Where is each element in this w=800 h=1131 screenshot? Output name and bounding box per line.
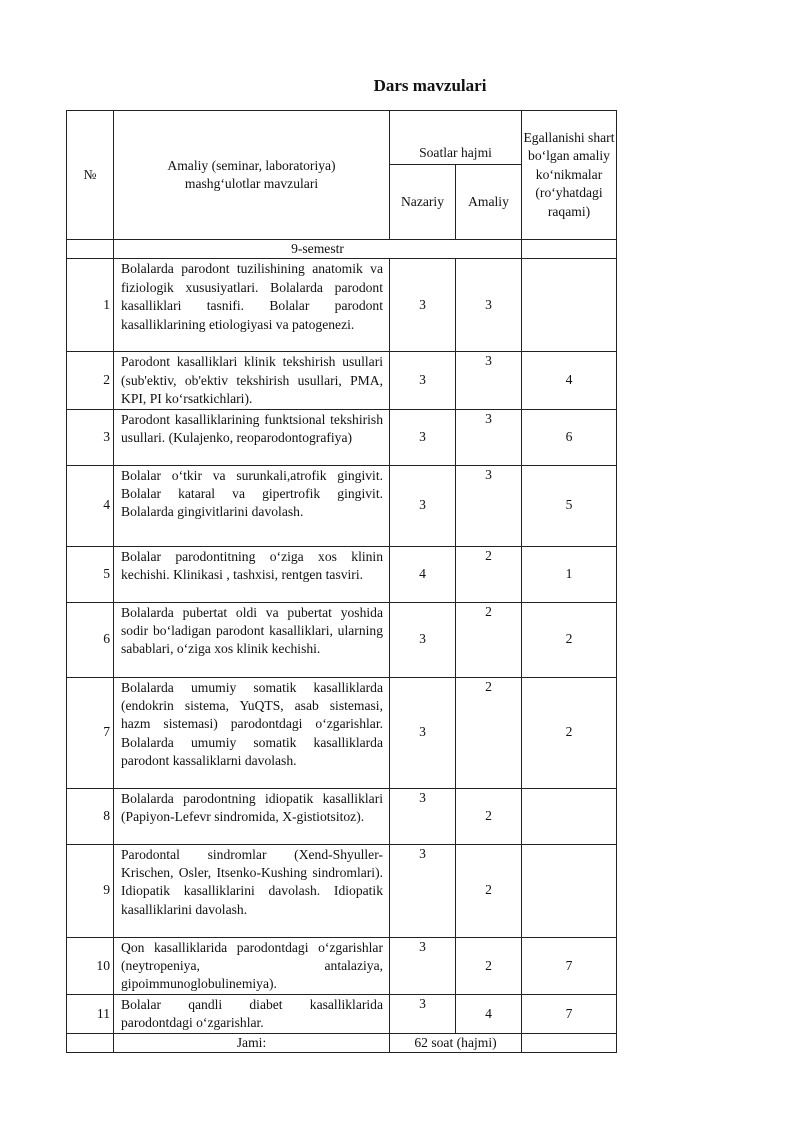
row-topic: Parodont kasalliklari klinik tekshirish usullari (sub'ektiv, ob'ektiv tekshirish usullari, PMA, KPI, PI ko‘rsatkichlari). <box>114 352 390 409</box>
header-hours: Soatlar hajmi <box>390 111 522 165</box>
header-topic: Amaliy (seminar, laboratoriya) mashg‘ulotlar mavzulari <box>114 111 390 240</box>
row-skill-number: 7 <box>522 937 617 994</box>
row-number: 1 <box>67 259 114 352</box>
row-topic: Bolalar qandli diabet kasalliklarida parodontdagi o‘zgarishlar. <box>114 994 390 1033</box>
table-row <box>67 352 617 409</box>
row-amaliy-hours: 2 <box>456 602 522 677</box>
table-row <box>67 844 617 937</box>
row-number: 7 <box>67 677 114 788</box>
row-number: 3 <box>67 409 114 465</box>
row-amaliy-hours: 2 <box>456 788 522 844</box>
row-topic: Bolalarda pubertat oldi va pubertat yoshida sodir bo‘ladigan parodont kasalliklari, ularning sabablari, o‘ziga xos klinik kechishi. <box>114 602 390 677</box>
row-skill-number: 7 <box>522 994 617 1033</box>
row-topic: Bolalarda parodontning idiopatik kasalliklari (Papiyon-Lefevr sindromida, X-gistiotsitoz). <box>114 788 390 844</box>
semester-label: 9-semestr <box>114 240 522 259</box>
lessons-table <box>66 110 617 1053</box>
row-amaliy-hours: 2 <box>456 546 522 602</box>
row-nazariy-hours: 3 <box>390 937 456 994</box>
header-amaliy: Amaliy <box>456 165 522 240</box>
row-skill-number: 1 <box>522 546 617 602</box>
semester-num-cell <box>67 240 114 259</box>
table-row <box>67 937 617 994</box>
row-amaliy-hours: 3 <box>456 465 522 546</box>
row-skill-number <box>522 844 617 937</box>
row-skill-number: 2 <box>522 677 617 788</box>
table-row <box>67 677 617 788</box>
row-skill-number: 4 <box>522 352 617 409</box>
table-row <box>67 259 617 352</box>
total-skill-cell <box>522 1033 617 1052</box>
row-number: 6 <box>67 602 114 677</box>
row-number: 5 <box>67 546 114 602</box>
table-row <box>67 546 617 602</box>
header-num: № <box>67 111 114 240</box>
row-nazariy-hours: 3 <box>390 602 456 677</box>
row-topic: Qon kasalliklarida parodontdagi o‘zgarishlar (neytropeniya, antalaziya, gipoimmunoglobulinemiya). <box>114 937 390 994</box>
row-nazariy-hours: 3 <box>390 677 456 788</box>
row-skill-number <box>522 788 617 844</box>
row-amaliy-hours: 3 <box>456 259 522 352</box>
row-topic: Bolalarda umumiy somatik kasalliklarda (endokrin sistema, YuQTS, asab sistemasi, hazm sistemasi) parodontdagi o‘zgarishlar. Bolalarda umumiy somatik kasalliklarda parodont kassaliklarni davolash. <box>114 677 390 788</box>
row-amaliy-hours: 3 <box>456 352 522 409</box>
table-row <box>67 602 617 677</box>
total-row <box>67 1033 617 1052</box>
row-amaliy-hours: 2 <box>456 677 522 788</box>
row-number: 4 <box>67 465 114 546</box>
semester-skill-cell <box>522 240 617 259</box>
row-topic: Bolalarda parodont tuzilishining anatomik va fiziologik xususiyatlari. Bolalarda parodont kasalliklari tasnifi. Bolalar parodont kasalliklarining etiologiyasi va patogenezi. <box>114 259 390 352</box>
row-skill-number: 6 <box>522 409 617 465</box>
row-number: 10 <box>67 937 114 994</box>
row-amaliy-hours: 3 <box>456 409 522 465</box>
table-row <box>67 788 617 844</box>
row-nazariy-hours: 4 <box>390 546 456 602</box>
table-row <box>67 409 617 465</box>
row-number: 9 <box>67 844 114 937</box>
row-number: 8 <box>67 788 114 844</box>
row-amaliy-hours: 2 <box>456 844 522 937</box>
table-row <box>67 994 617 1033</box>
page-title: Dars mavzulari <box>373 76 487 95</box>
row-nazariy-hours: 3 <box>390 465 456 546</box>
total-value: 62 soat (hajmi) <box>390 1033 522 1052</box>
row-number: 2 <box>67 352 114 409</box>
row-skill-number: 2 <box>522 602 617 677</box>
row-amaliy-hours: 2 <box>456 937 522 994</box>
header-nazariy: Nazariy <box>390 165 456 240</box>
row-skill-number <box>522 259 617 352</box>
row-topic: Bolalar parodontitning o‘ziga xos klinin kechishi. Klinikasi , tashxisi, rentgen tasviri. <box>114 546 390 602</box>
row-nazariy-hours: 3 <box>390 788 456 844</box>
table-row <box>67 465 617 546</box>
row-number: 11 <box>67 994 114 1033</box>
row-amaliy-hours: 4 <box>456 994 522 1033</box>
row-nazariy-hours: 3 <box>390 259 456 352</box>
row-topic: Parodontal sindromlar (Xend-Shyuller-Krischen, Osler, Itsenko-Kushing sindromlari). Idiopatik kasalliklarini davolash. Idiopatik kasalliklarini davolash. <box>114 844 390 937</box>
row-topic: Bolalar o‘tkir va surunkali,atrofik gingivit. Bolalar kataral va gipertrofik gingivit. Bolalarda gingivitlarini davolash. <box>114 465 390 546</box>
total-label: Jami: <box>114 1033 390 1052</box>
row-topic: Parodont kasalliklarining funktsional tekshirish usullari. (Kulajenko, reoparodontografiya) <box>114 409 390 465</box>
row-nazariy-hours: 3 <box>390 409 456 465</box>
header-skills: Egallanishi shart bo‘lgan amaliy ko‘nikmalar (ro‘yhatdagi raqami) <box>522 111 617 240</box>
row-nazariy-hours: 3 <box>390 352 456 409</box>
total-empty-cell <box>67 1033 114 1052</box>
row-nazariy-hours: 3 <box>390 844 456 937</box>
row-skill-number: 5 <box>522 465 617 546</box>
row-nazariy-hours: 3 <box>390 994 456 1033</box>
